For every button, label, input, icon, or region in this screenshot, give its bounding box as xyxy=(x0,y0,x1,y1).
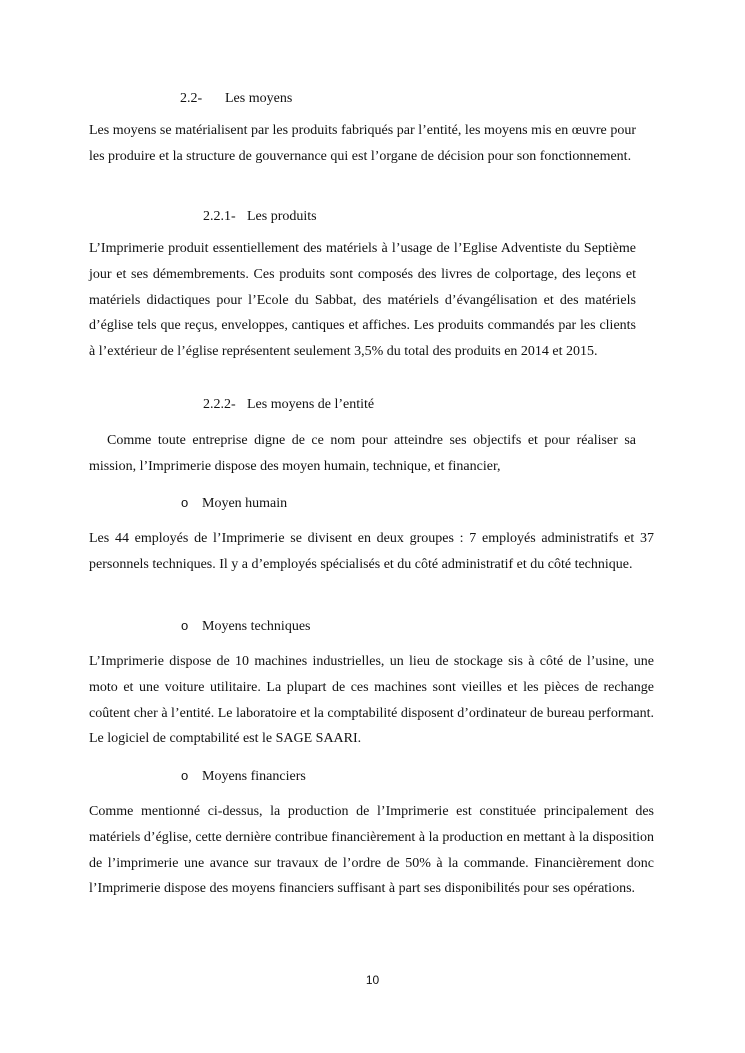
heading-2-2 xyxy=(180,90,292,108)
paragraph-intro: Les moyens se matérialisent par les produits fabriqués par l’entité, les moyens mis en œuvre pour les produire et la structure de gouvernance qui est l’organe de décision pour son fonctionnement. xyxy=(89,123,636,164)
paragraph-financiers: Comme mentionné ci-dessus, la production de l’Imprimerie est constituée principalement des matériels d’église, cette dernière contribue financièrement à la production en mettant à la disposition de l’imprimerie une avance sur travaux de l’ordre de 50% à la commande. Financièrement donc l’Imprimerie dispose des moyens financiers suffisant à part ses disponibilités pour ses opérations. xyxy=(89,804,654,897)
paragraph-entite: Comme toute entreprise digne de ce nom pour atteindre ses objectifs et pour réaliser sa mission, l’Imprimerie dispose des moyen humain, technique, et financier, xyxy=(89,433,636,474)
bullet-moyen-humain xyxy=(181,494,287,513)
heading-number: 2.2.1- xyxy=(203,209,236,224)
bullet-marker: o xyxy=(181,618,189,633)
heading-number: 2.2.2- xyxy=(203,397,236,412)
bullet-label: Moyen humain xyxy=(202,496,288,511)
bullet-label: Moyens financiers xyxy=(202,769,306,784)
page-number: 10 xyxy=(365,973,380,987)
heading-title: Les moyens xyxy=(225,91,293,106)
bullet-moyens-financiers xyxy=(181,767,306,786)
bullet-moyens-techniques xyxy=(181,617,310,636)
heading-title: Les produits xyxy=(247,209,317,224)
paragraph-techniques: L’Imprimerie dispose de 10 machines industrielles, un lieu de stockage sis à côté de l’usine, une moto et une voiture utilitaire. La plupart de ces machines sont vieilles et les pièces de rechange coûtent cher à l’entité. Le laboratoire et la comptabilité disposent d’ordinateur de bureau performant. Le logiciel de comptabilité est le SAGE SAARI. xyxy=(89,654,654,747)
bullet-label: Moyens techniques xyxy=(202,619,311,634)
paragraph-humain: Les 44 employés de l’Imprimerie se divisent en deux groupes : 7 employés administratifs et 37 personnels techniques. Il y a d’employés spécialisés et du côté administratif et du côté technique. xyxy=(89,531,654,572)
heading-2-2-2 xyxy=(203,396,374,414)
heading-title: Les moyens de l’entité xyxy=(247,397,375,412)
heading-number: 2.2- xyxy=(180,91,203,106)
bullet-marker: o xyxy=(181,768,189,783)
bullet-marker: o xyxy=(181,495,189,510)
heading-2-2-1 xyxy=(203,208,317,226)
paragraph-produits: L’Imprimerie produit essentiellement des matériels à l’usage de l’Eglise Adventiste du Septième jour et ses démembrements. Ces produits sont composés des livres de colportage, des leçons et matériels didactiques pour l’Ecole du Sabbat, des matériels d’évangélisation et des matériels d’église tels que reçus, enveloppes, cantiques et affiches. Les produits commandés par les clients à l’extérieur de l’église représentent seulement 3,5% du total des produits en 2014 et 2015. xyxy=(89,241,636,360)
